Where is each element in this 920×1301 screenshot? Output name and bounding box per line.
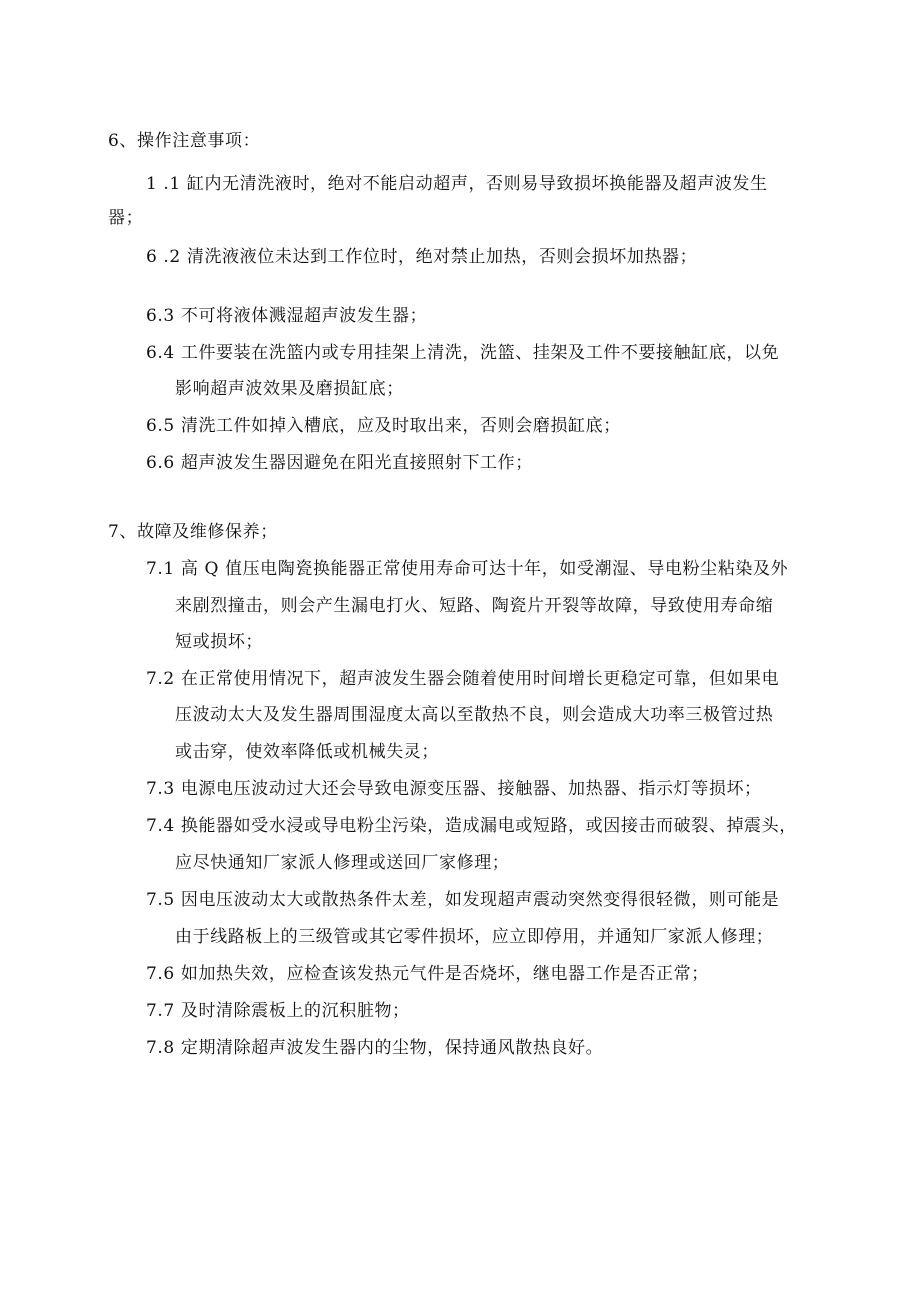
item-6-1-line-2: 器；: [108, 208, 144, 228]
item-6-3: 6.3 不可将液体溅湿超声波发生器；: [146, 306, 428, 326]
item-6-5: 6.5 清洗工件如掉入槽底，应及时取出来，否则会磨损缸底；: [146, 416, 621, 436]
item-7-8: 7.8 定期清除超声波发生器内的尘物，保持通风散热良好。: [146, 1038, 604, 1058]
item-7-5-line-1: 7.5 因电压波动太大或散热条件太差，如发现超声震动突然变得很轻微，则可能是: [146, 890, 780, 910]
item-7-1-line-1: 7.1 高 Q 值压电陶瓷换能器正常使用寿命可达十年，如受潮湿、导电粉尘粘染及外: [146, 559, 789, 579]
item-7-4-line-2: 应尽快通知厂家派人修理或送回厂家修理；: [175, 853, 510, 873]
item-7-2-line-1: 7.2 在正常使用情况下，超声波发生器会随着使用时间增长更稳定可靠，但如果电: [146, 669, 780, 689]
item-7-1-line-2: 来剧烈撞击，则会产生漏电打火、短路、陶瓷片开裂等故障，导致使用寿命缩: [175, 596, 774, 616]
section-7-heading: 7、故障及维修保养；: [108, 522, 278, 542]
item-6-4-line-1: 6.4 工件要装在洗篮内或专用挂架上清洗，洗篮、挂架及工件不要接触缸底，以免: [146, 343, 780, 363]
item-7-3: 7.3 电源电压波动过大还会导致电源变压器、接触器、加热器、指示灯等损坏；: [146, 779, 762, 799]
item-6-6: 6.6 超声波发生器因避免在阳光直接照射下工作；: [146, 453, 533, 473]
item-7-5-line-2: 由于线路板上的三级管或其它零件损坏，应立即停用，并通知厂家派人修理；: [175, 927, 774, 947]
item-7-1-line-3: 短或损坏；: [175, 632, 263, 652]
item-6-2: 6 .2 清洗液液位未达到工作位时，绝对禁止加热，否则会损坏加热器；: [146, 247, 698, 267]
item-6-1-line-1: 1 .1 缸内无清洗液时，绝对不能启动超声，否则易导致损坏换能器及超声波发生: [146, 174, 768, 194]
item-7-7: 7.7 及时清除震板上的沉积脏物；: [146, 1001, 410, 1021]
item-7-2-line-3: 或击穿，使效率降低或机械失灵；: [175, 742, 439, 762]
item-7-2-line-2: 压波动太大及发生器周围湿度太高以至散热不良，则会造成大功率三极管过热: [175, 705, 774, 725]
item-6-4-line-2: 影响超声波效果及磨损缸底；: [175, 379, 404, 399]
item-7-6: 7.6 如加热失效，应检查该发热元气件是否烧坏，继电器工作是否正常；: [146, 964, 709, 984]
section-6-heading: 6、操作注意事项：: [108, 131, 261, 151]
item-7-4-line-1: 7.4 换能器如受水浸或导电粉尘污染，造成漏电或短路，或因接击而破裂、掉震头，: [146, 816, 797, 836]
